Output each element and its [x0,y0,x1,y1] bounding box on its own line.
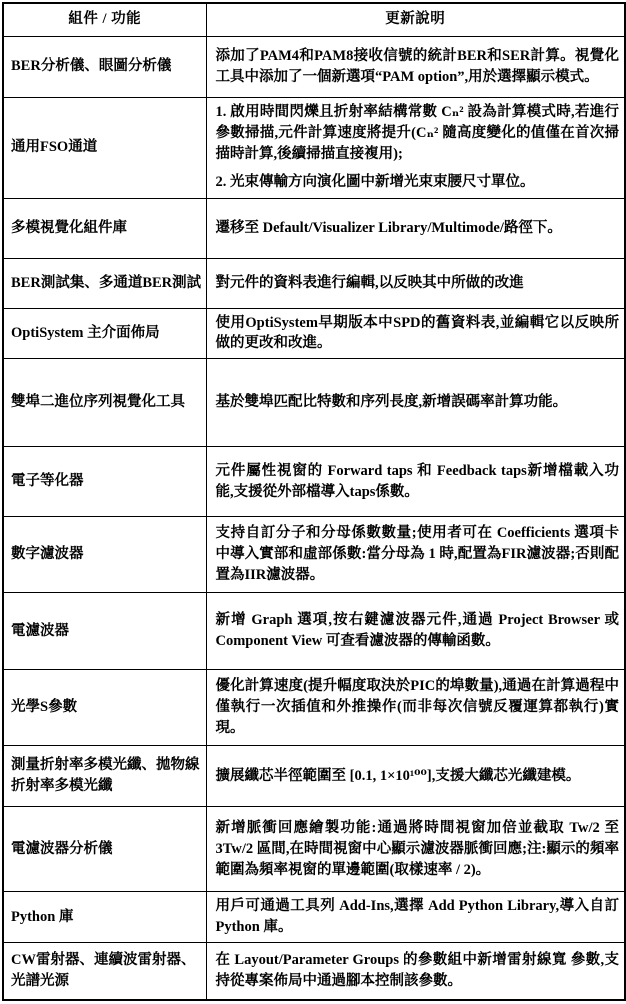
description-cell [206,198,625,258]
description-paragraph: 擴展纖芯半徑範圍至 [0.1, 1×10¹⁰⁰],支援大纖芯光纖建模。 [215,767,581,784]
table-row [3,198,625,258]
description-cell [206,36,625,97]
description-paragraph: 元件屬性視窗的 Forward taps 和 Feedback taps新增檔載入功能,支援從外部檔導入taps係數。 [215,462,619,500]
component-cell: 電子等化器 [3,447,206,517]
description-cell [206,359,625,447]
description-paragraph: 優化計算速度(提升幅度取決於PIC的埠數量),通過在計算過程中僅執行一次插值和外推操作(而非每次信號反覆運算都執行)實現。 [215,678,619,737]
table-row [3,447,625,517]
table-row [3,97,625,198]
description-paragraph: 用戶可通過工具列 Add-Ins,選擇 Add Python Library,導入自訂 Python 庫。 [215,898,619,936]
table-row [3,517,625,593]
column-header-component: 組件 / 功能 [3,3,206,36]
header-row [3,3,625,36]
component-cell: CW雷射器、連續波雷射器、光譜光源 [3,943,206,1000]
component-cell: Python 庫 [3,892,206,943]
column-header-description: 更新說明 [206,3,625,36]
table-row [3,943,625,1000]
table-row [3,593,625,670]
description-cell [206,670,625,746]
description-paragraph: 基於雙埠匹配比特數和序列長度,新增誤碼率計算功能。 [215,394,568,411]
update-notes-table [2,2,626,1001]
component-cell: 光學S參數 [3,670,206,746]
component-cell: 多模視覺化組件庫 [3,198,206,258]
description-cell [206,746,625,807]
table-row [3,807,625,892]
table-row [3,746,625,807]
description-paragraph: 在 Layout/Parameter Groups 的參數組中新增雷射線寬 參數,支持從專案佈局中通過腳本控制該參數。 [215,951,619,989]
description-paragraph: 1. 啟用時間閃爍且折射率結構常數 Cₙ² 設為計算模式時,若進行參數掃描,元件計算速度將提升(Cₙ² 隨高度變化的值僅在首次掃描時計算,後續掃描直接複用); [215,104,619,162]
table-body [3,36,625,1000]
component-cell: 測量折射率多模光纖、拋物線折射率多模光纖 [3,746,206,807]
description-paragraph: 新增脈衝回應繪製功能:通過將時間視窗加倍並截取 Tw/2 至 3Tw/2 區間,在時間視窗中心顯示濾波器脈衝回應;注:顯示的頻率範圍為頻率視窗的單邊範圍(取樣速率 / 2)。 [215,819,619,878]
table-row [3,670,625,746]
description-paragraph: 支持自訂分子和分母係數數量;使用者可在 Coefficients 選項卡中導入實部和虛部係數:當分母為 1 時,配置為FIR濾波器;否則配置為IIR濾波器。 [215,525,619,584]
description-cell [206,807,625,892]
component-cell: 雙埠二進位序列視覺化工具 [3,359,206,447]
description-cell [206,892,625,943]
component-cell: BER分析儀、眼圖分析儀 [3,36,206,97]
component-cell: 電濾波器分析儀 [3,807,206,892]
component-cell: 電濾波器 [3,593,206,670]
table-row [3,36,625,97]
description-cell [206,258,625,308]
description-paragraph: 使用OptiSystem早期版本中SPD的舊資料表,並編輯它以反映所做的更改和改進。 [215,314,619,352]
description-cell [206,593,625,670]
description-cell [206,97,625,198]
component-cell: 通用FSO通道 [3,97,206,198]
description-paragraph: 對元件的資料表進行編輯,以反映其中所做的改進 [215,274,524,291]
description-paragraph: 新增 Graph 選項,按右鍵濾波器元件,通過 Project Browser 或 Component View 可查看濾波器的傳輸函數。 [215,612,619,650]
table-row [3,892,625,943]
description-cell [206,517,625,593]
description-cell [206,943,625,1000]
description-paragraph: 遷移至 Default/Visualizer Library/Multimode/路徑下。 [215,219,562,236]
description-paragraph: 2. 光束傳輸方向演化圖中新增光束束腰尺寸單位。 [215,173,535,190]
component-cell: 數字濾波器 [3,517,206,593]
table-row [3,258,625,308]
component-cell: BER測試集、多通道BER測試 [3,258,206,308]
description-cell [206,308,625,359]
table-row [3,308,625,359]
description-paragraph: 添加了PAM4和PAM8接收信號的統計BER和SER計算。視覺化工具中添加了一個新選項“PAM option”,用於選擇顯示模式。 [215,47,619,85]
table-row [3,359,625,447]
component-cell: OptiSystem 主介面佈局 [3,308,206,359]
description-cell [206,447,625,517]
